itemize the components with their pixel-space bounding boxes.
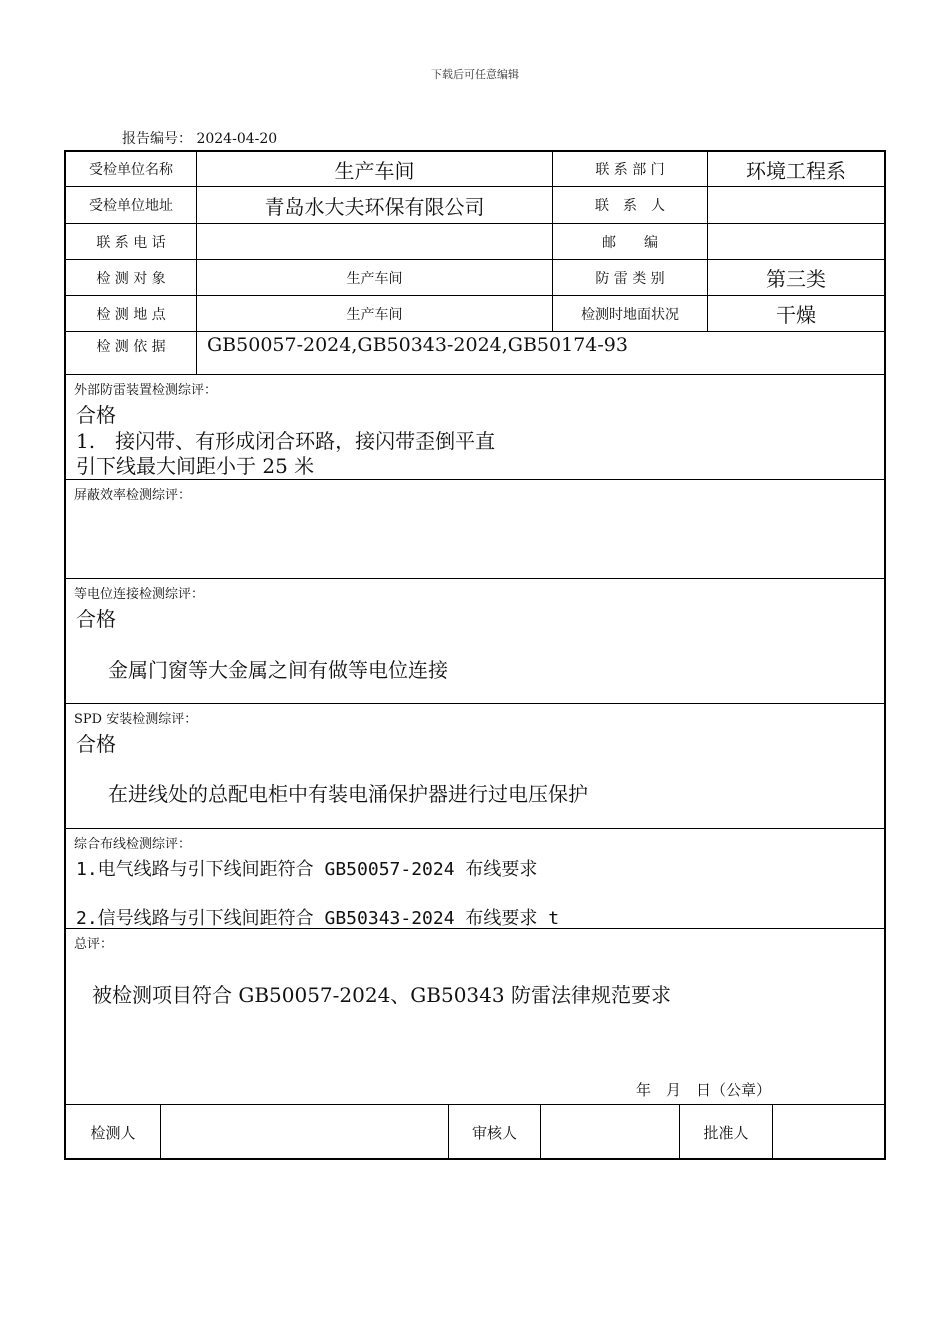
value-postcode[interactable] [708, 224, 884, 259]
label-unit-address: 受检单位地址 [66, 187, 197, 223]
section-title-equipotential: 等电位连接检测综评： [74, 587, 205, 602]
section-title-external: 外部防雷装置检测综评： [74, 383, 218, 398]
external-result: 合格 [76, 403, 116, 427]
inspection-report-table [64, 150, 886, 1160]
section-wiring [66, 829, 884, 929]
field-inspector[interactable] [161, 1105, 449, 1160]
label-postcode: 邮 编 [553, 224, 708, 259]
section-summary [66, 929, 884, 1105]
value-phone[interactable] [197, 224, 553, 259]
section-title-shielding: 屏蔽效率检测综评： [74, 488, 192, 503]
section-shielding [66, 480, 884, 579]
section-title-wiring: 综合布线检测综评： [74, 837, 192, 852]
summary-date-stamp: 年 月 日（公章） [636, 1081, 772, 1099]
section-equipotential [66, 579, 884, 704]
section-title-spd: SPD 安装检测综评： [74, 712, 198, 727]
field-reviewer[interactable] [541, 1105, 680, 1160]
wiring-detail-2: 2.信号线路与引下线间距符合 GB50343-2024 布线要求 t [76, 908, 560, 929]
label-ground-condition: 检测时地面状况 [553, 296, 708, 331]
row-test-location [66, 296, 884, 332]
value-test-location[interactable]: 生产车间 [197, 296, 553, 331]
row-phone [66, 224, 884, 260]
wiring-detail-1: 1.电气线路与引下线间距符合 GB50057-2024 布线要求 [76, 859, 538, 880]
external-detail-2: 引下线最大间距小于 25 米 [76, 454, 315, 478]
value-contact-dept[interactable]: 环境工程系 [746, 158, 846, 183]
equipotential-result: 合格 [76, 607, 116, 631]
label-test-object: 检 测 对 象 [66, 260, 197, 295]
header-note: 下载后可任意编辑 [431, 68, 519, 81]
label-inspector: 检测人 [66, 1105, 161, 1160]
field-approver[interactable] [773, 1105, 884, 1160]
section-external-protection [66, 375, 884, 480]
row-signatures [66, 1105, 884, 1160]
row-test-object [66, 260, 884, 296]
external-detail-1: 1. 接闪带、有形成闭合环路，接闪带歪倒平直 [76, 429, 496, 453]
label-unit-name: 受检单位名称 [66, 152, 197, 186]
label-phone: 联 系 电 话 [66, 224, 197, 259]
label-contact-dept: 联 系 部 门 [553, 152, 708, 186]
row-unit-address [66, 187, 884, 224]
report-number-value: 2024-04-20 [196, 131, 278, 147]
label-reviewer: 审核人 [449, 1105, 541, 1160]
value-ground-condition[interactable]: 干燥 [776, 303, 816, 327]
section-title-summary: 总评： [74, 937, 114, 952]
value-test-object[interactable]: 生产车间 [197, 260, 553, 295]
label-test-basis: 检 测 依 据 [66, 332, 197, 374]
row-test-basis [66, 332, 884, 375]
spd-detail: 在进线处的总配电柜中有装电涌保护器进行过电压保护 [108, 782, 588, 806]
value-test-basis[interactable]: GB50057-2024,GB50343-2024,GB50174-93 [207, 334, 628, 356]
value-lightning-class[interactable]: 第三类 [766, 267, 826, 291]
value-unit-name[interactable]: 生产车间 [197, 152, 553, 186]
spd-result: 合格 [76, 732, 116, 756]
value-unit-address[interactable]: 青岛水大夫环保有限公司 [197, 187, 553, 223]
report-number-label: 报告编号： [122, 131, 192, 147]
row-unit-name [66, 152, 884, 187]
label-contact-person: 联 系 人 [553, 187, 708, 223]
label-test-location: 检 测 地 点 [66, 296, 197, 331]
label-lightning-class: 防 雷 类 别 [553, 260, 708, 295]
section-spd [66, 704, 884, 829]
summary-text: 被检测项目符合 GB50057-2024、GB50343 防雷法律规范要求 [92, 983, 671, 1007]
value-contact-person[interactable] [708, 187, 884, 223]
label-approver: 批准人 [680, 1105, 773, 1160]
report-number [122, 128, 277, 148]
equipotential-detail: 金属门窗等大金属之间有做等电位连接 [108, 658, 448, 682]
